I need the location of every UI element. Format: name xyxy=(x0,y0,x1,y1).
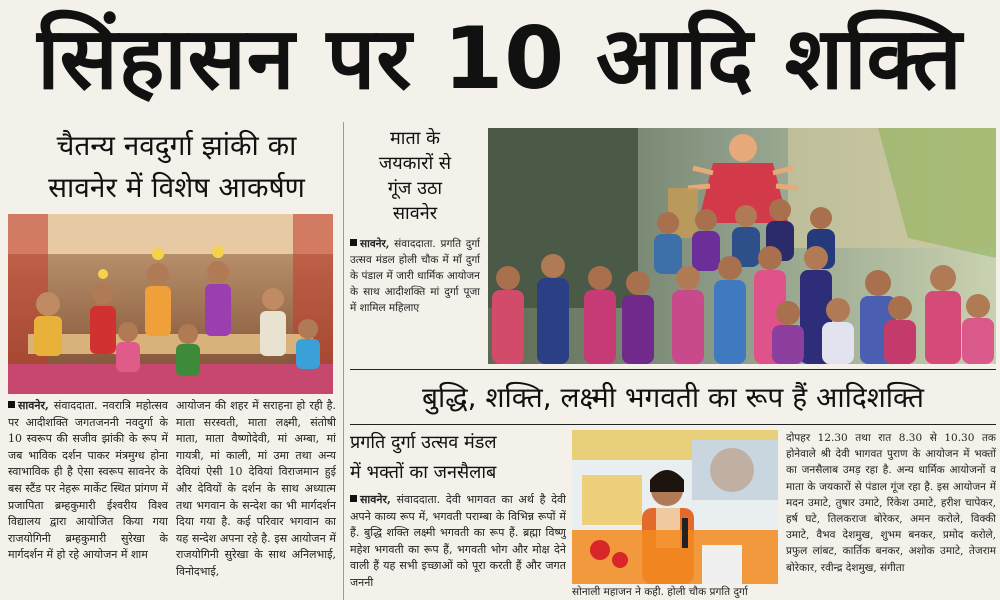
story3-photo-speaker xyxy=(572,430,778,584)
story1-dateline: सावनेर, xyxy=(18,399,49,412)
story1-headline-line1: चैतन्य नवदुर्गा झांकी का xyxy=(56,129,297,162)
story1-headline-line2: सावनेर में विशेष आकर्षण xyxy=(48,171,305,204)
column-divider xyxy=(343,122,344,600)
story2-headline xyxy=(350,126,480,226)
story2-dateline: सावनेर, xyxy=(360,238,390,250)
section-rule xyxy=(350,369,996,370)
bullet-square-icon xyxy=(350,239,357,246)
story2-byline: संवाददाता. xyxy=(394,238,436,250)
story2-headline-line3: गूंज उठा xyxy=(387,178,443,199)
story3-sub-headline-line2: में भक्तों का जनसैलाब xyxy=(350,462,497,483)
story1-photo-navdurga-tableau xyxy=(8,214,333,394)
story2-headline-line1: माता के xyxy=(390,128,440,149)
story1-col1-text: नवरात्रि महोत्सव पर आदीशक्ति जगतजननी नवदुर्गा के 10 स्वरूप की सजीव झांकी के रूप में जब भाविक दर्शन पाकर मंत्रमुग्ध होना स्वाभाविक ही है ऐसा स्वरूप सावनेर के बस स्टैंड पर नेहरू मार्केट स्थित प्रांगण में प्रजापिता ब्रम्हकुमारी ईश्वरीय विश्व विद्यालय द्वारा आयोजित किया गया राजयोगिनी ब्रम्हकुमारी सुरेखा के मार्गदर्शन में हो रहे आयोजन में शाम xyxy=(8,399,168,562)
story3-col1-text: देवी भागवत का अर्थ है देवी अपने काव्य रूप में, भगवती पराम्बा के विभिन्न रूपों में हैं. बुद्धि शक्ति लक्ष्मी भगवती का रूप हैं. ब्रह्मा विष्णु महेश भगवती का रूप हैं, भगवती भोग और मोक्ष देने वाली हैं यह सभी इच्छाओं को पूरा करती हैं और जगत जननी xyxy=(350,493,566,589)
story2-caption-text: प्रगति दुर्गा उत्सव मंडल होली चौक में माँ दुर्गा के पंडाल में जारी धार्मिक आयोजन के साथ आदीशक्ति मां दुर्गा पूजा में शामिल महिलाए xyxy=(350,238,481,314)
bullet-square-icon xyxy=(8,401,15,408)
story3-col3-text: दोपहर 12.30 तथा रात 8.30 से 10.30 तक होनेवाले श्री देवी भागवत पुराण के आयोजन में भक्तों का जनसैलाब उमड़ रहा है. अन्य धार्मिक आयोजनों व माता के जयकारों से पंडाल गूंज रहा है. इस आयोजन में मदन उमाटे, तुषार उमाटे, रिंकेश उमाटे, हरीश चापेकर, हर्ष घटे, तिलकराज बोरेकर, अमन करोले, विक्की उमाटे, वैभव देशमुख, शुभम बनकर, प्रमोद करोले, प्रफुल लांबट, कार्तिक बनकर, अशोक उमाटे, तेजराम बोरेकार, रवीन्द्र देशमुख, संगीता xyxy=(786,432,996,574)
story3-dateline: सावनेर, xyxy=(360,493,391,506)
story3-body-col3 xyxy=(786,430,996,600)
section-rule xyxy=(350,424,996,425)
story3-photo-caption: सोनाली महाजन ने कही. होली चौक प्रगति दुर्गा xyxy=(572,586,748,598)
story3-body-col1 xyxy=(350,492,566,600)
story2-headline-line2: जयकारों से xyxy=(378,153,452,174)
masthead-title: सिंहासन पर 10 आदि शक्ति xyxy=(37,9,963,109)
story1-body-col1 xyxy=(8,398,168,600)
story2-caption xyxy=(350,236,480,316)
story3-main-headline: बुद्धि, शक्ति, लक्ष्मी भगवती का रूप हैं आदिशक्ति xyxy=(422,381,924,414)
story3-byline: संवाददाता. xyxy=(396,493,441,506)
story2-photo-women-group xyxy=(488,128,996,364)
story1-byline: संवाददाता. xyxy=(53,399,98,412)
story3-sub-headline-line1: प्रगति दुर्गा उत्सव मंडल xyxy=(350,432,497,453)
story2-headline-line4: सावनेर xyxy=(392,203,438,224)
story1-body-col2 xyxy=(176,398,336,600)
bullet-square-icon xyxy=(350,495,357,502)
story1-col2-text: आयोजन की शहर में सराहना हो रही है. माता सरस्वती, माता लक्ष्मी, संतोषी माता, माता वैष्णोदेवी, मां अम्बा, मां गायत्री, मां काली, मां उमा तथा अन्य देवियां ऐसी 10 देवियां विराजमान हुई और देवियों के दर्शन के साथ अध्यात्म तथा भगवान के सन्देश का भी मार्गदर्शन दिया गया है. कई परिवार भगवान का यह सन्देश अपना रहे है. इस आयोजन में राजयोगिनी सुरेखा के साथ अनिलभाई, विनोदभाई, xyxy=(176,399,336,578)
